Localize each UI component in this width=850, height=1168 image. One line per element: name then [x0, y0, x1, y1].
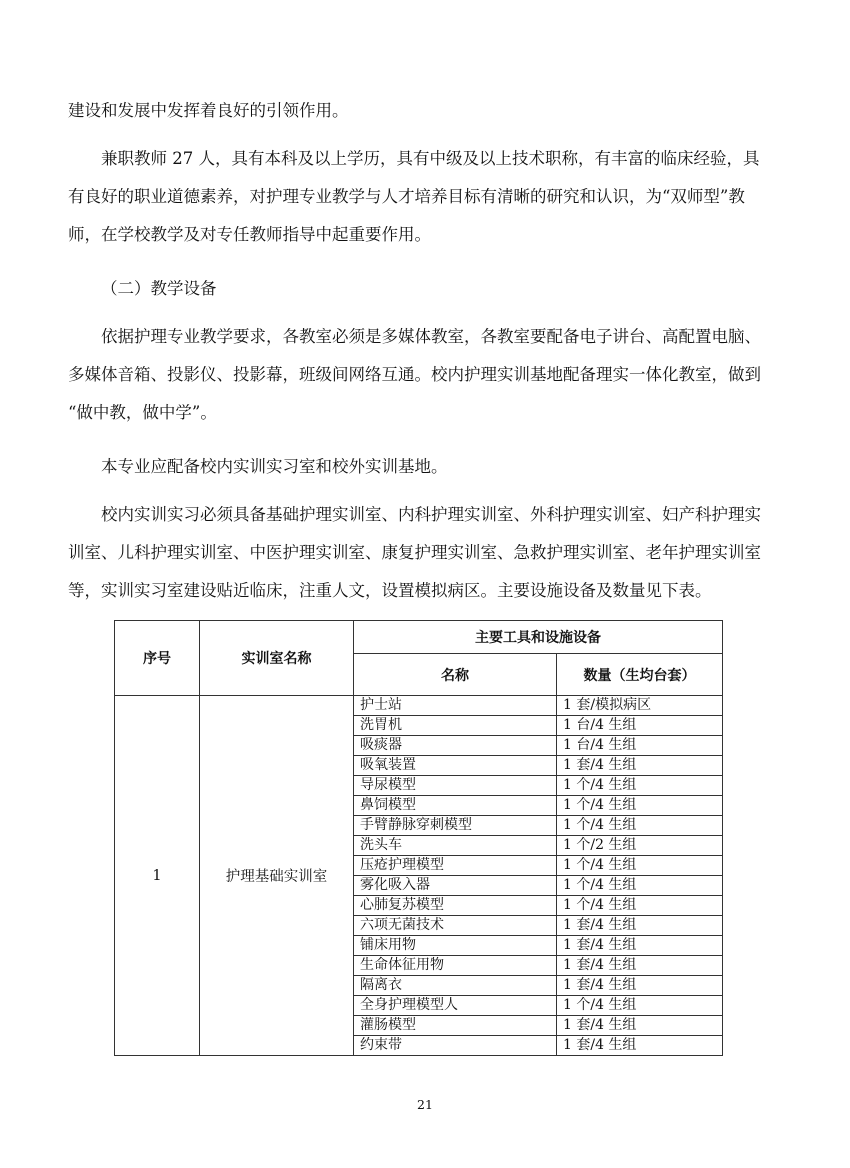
cell-quantity: 1 个/4 生组 [557, 996, 723, 1016]
cell-quantity: 1 台/4 生组 [557, 736, 723, 756]
paragraph-training-rooms [68, 496, 784, 610]
cell-quantity: 1 套/4 生组 [557, 756, 723, 776]
cell-equipment-name: 吸痰器 [354, 736, 557, 756]
cell-equipment-name: 铺床用物 [354, 936, 557, 956]
cell-quantity: 1 套/4 生组 [557, 956, 723, 976]
table-row [115, 696, 723, 716]
text-line: 多媒体音箱、投影仪、投影幕，班级间网络互通。校内护理实训基地配备理实一体化教室，做到 [68, 365, 761, 384]
text-line: 有良好的职业道德素养，对护理专业教学与人才培养目标有清晰的研究和认识，为“双师型”教 [68, 187, 745, 206]
paragraph-classroom-requirements [68, 318, 784, 432]
text-line: “做中教，做中学”。 [68, 403, 217, 422]
cell-equipment-name: 约束带 [354, 1036, 557, 1056]
text-line: （二）教学设备 [101, 279, 217, 298]
cell-quantity: 1 个/4 生组 [557, 876, 723, 896]
header-equipment-name: 名称 [354, 654, 557, 696]
cell-equipment-name: 压疮护理模型 [354, 856, 557, 876]
cell-equipment-name: 洗头车 [354, 836, 557, 856]
cell-equipment-name: 心肺复苏模型 [354, 896, 557, 916]
cell-quantity: 1 台/4 生组 [557, 716, 723, 736]
paragraph-leading-role [68, 92, 784, 130]
cell-quantity: 1 个/4 生组 [557, 856, 723, 876]
cell-equipment-name: 护士站 [354, 696, 557, 716]
cell-quantity: 1 个/4 生组 [557, 896, 723, 916]
text-line: 本专业应配备校内实训实习室和校外实训基地。 [101, 457, 448, 476]
text-line: 建设和发展中发挥着良好的引领作用。 [68, 101, 349, 120]
equipment-table-body [115, 696, 723, 1056]
header-seq: 序号 [115, 621, 200, 696]
cell-quantity: 1 套/4 生组 [557, 976, 723, 996]
cell-equipment-name: 手臂静脉穿刺模型 [354, 816, 557, 836]
cell-seq: 1 [115, 696, 200, 1056]
cell-equipment-name: 灌肠模型 [354, 1016, 557, 1036]
cell-equipment-name: 生命体征用物 [354, 956, 557, 976]
text-line: 依据护理专业教学要求，各教室必须是多媒体教室，各教室要配备电子讲台、高配置电脑、 [101, 327, 761, 346]
cell-equipment-name: 导尿模型 [354, 776, 557, 796]
cell-quantity: 1 个/4 生组 [557, 776, 723, 796]
cell-quantity: 1 套/4 生组 [557, 1036, 723, 1056]
text-line: 训室、儿科护理实训室、中医护理实训室、康复护理实训室、急救护理实训室、老年护理实训室 [68, 543, 761, 562]
text-line: 师，在学校教学及对专任教师指导中起重要作用。 [68, 225, 431, 244]
cell-quantity: 1 套/4 生组 [557, 916, 723, 936]
cell-equipment-name: 隔离衣 [354, 976, 557, 996]
header-main-equipment: 主要工具和设施设备 [354, 621, 723, 654]
paragraph-training-bases [68, 448, 784, 486]
header-room-name: 实训室名称 [200, 621, 354, 696]
cell-equipment-name: 吸氧装置 [354, 756, 557, 776]
cell-room-name: 护理基础实训室 [200, 696, 354, 1056]
cell-equipment-name: 洗胃机 [354, 716, 557, 736]
equipment-table [114, 620, 723, 1056]
paragraph-part-time-teachers [68, 140, 784, 254]
cell-quantity: 1 套/模拟病区 [557, 696, 723, 716]
cell-equipment-name: 雾化吸入器 [354, 876, 557, 896]
page-number: 21 [417, 1097, 433, 1112]
text-line: 兼职教师 27 人，具有本科及以上学历，具有中级及以上技术职称，有丰富的临床经验，具 [101, 149, 760, 168]
cell-equipment-name: 全身护理模型人 [354, 996, 557, 1016]
cell-equipment-name: 六项无菌技术 [354, 916, 557, 936]
cell-quantity: 1 个/4 生组 [557, 796, 723, 816]
cell-quantity: 1 个/4 生组 [557, 816, 723, 836]
cell-quantity: 1 个/2 生组 [557, 836, 723, 856]
header-quantity: 数量（生均台套） [557, 654, 723, 696]
section-heading-teaching-equipment [68, 270, 784, 308]
text-line: 等，实训实习室建设贴近临床，注重人文，设置模拟病区。主要设施设备及数量见下表。 [68, 581, 712, 600]
cell-quantity: 1 套/4 生组 [557, 1016, 723, 1036]
cell-equipment-name: 鼻饲模型 [354, 796, 557, 816]
cell-quantity: 1 套/4 生组 [557, 936, 723, 956]
text-line: 校内实训实习必须具备基础护理实训室、内科护理实训室、外科护理实训室、妇产科护理实 [101, 505, 761, 524]
